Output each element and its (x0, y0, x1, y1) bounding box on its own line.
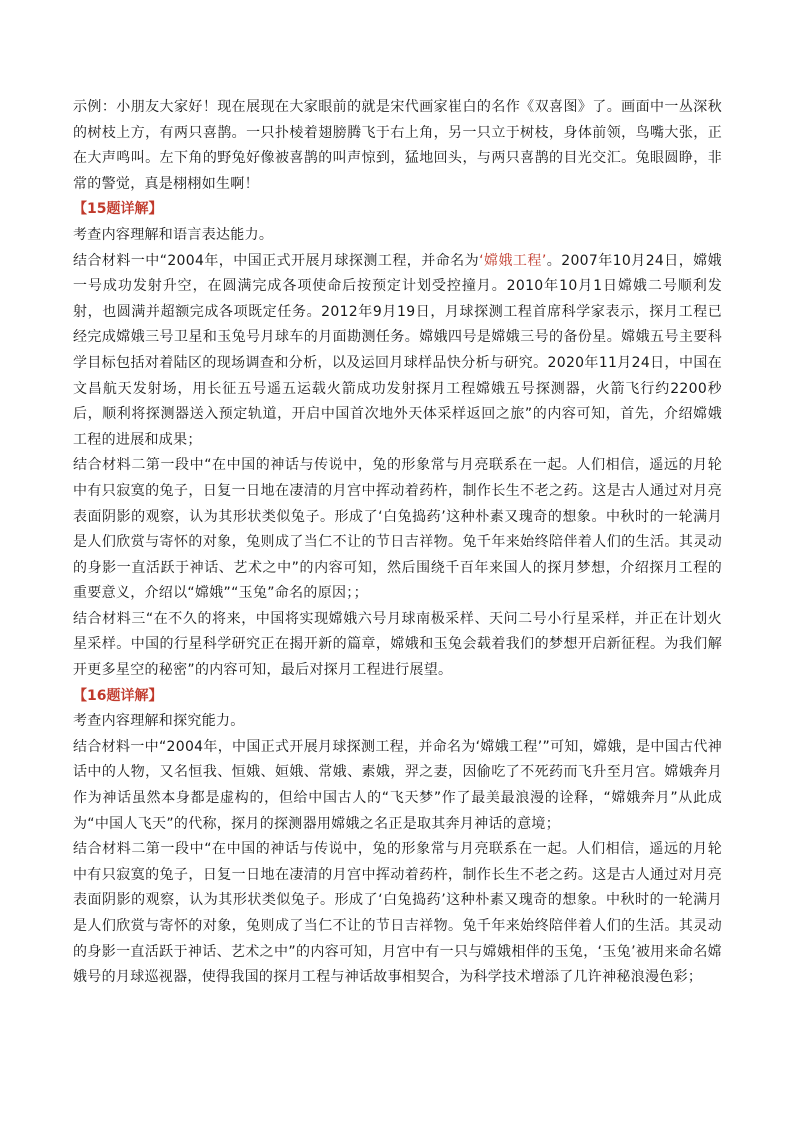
q15-paragraph-1 (73, 249, 722, 454)
example-paragraph: 示例：小朋友大家好！现在展现在大家眼前的就是宋代画家崔白的名作《双喜图》了。画面中一丛深秋的树枝上方，有两只喜鹊。一只扑棱着翅膀腾飞于右上角，另一只立于树枝，身体前领，鸟嘴大张，正在大声鸣叫。左下角的野兔好像被喜鹊的叫声惊到，猛地回头，与两只喜鹊的目光交汇。兔眼圆睁，非常的警觉，真是栩栩如生啊！ (73, 99, 722, 192)
q16-intro: 考查内容理解和探究能力。 (73, 713, 245, 730)
q15-heading: 【15题详解】 (73, 201, 163, 218)
q16-paragraph-1: 结合材料一中“2004年，中国正式开展月球探测工程，并命名为‘嫦娥工程’”可知，嫦娥，是中国古代神话中的人物，又名恒我、恒娥、姮娥、常娥、素娥，羿之妻，因偷吃了不死药而飞升至月宫。嫦娥奔月作为神话虽然本身都是虚构的，但给中国古人的“飞天梦”作了最美最浪漫的诠释，“嫦娥奔月”从此成为“中国人飞天”的代称，探月的探测器用嫦娥之名正是取其奔月神话的意境； (73, 738, 722, 832)
q15-intro: 考查内容理解和语言表达能力。 (73, 226, 274, 243)
q15-p1-before: 结合材料一中“2004年，中国正式开展月球探测工程，并命名为 (73, 252, 480, 269)
q15-paragraph-2: 结合材料二第一段中“在中国的神话与传说中，兔的形象常与月亮联系在一起。人们相信，遥远的月轮中有只寂寞的兔子，日复一日地在凄清的月宫中挥动着药杵，制作长生不老之药。这是古人通过对月亮表面阴影的观察，认为其形状类似兔子。形成了‘白兔捣药’这种朴素又瑰奇的想象。中秋时的一轮满月是人们欣赏与寄怀的对象，兔则成了当仁不让的节日吉祥物。兔千年来始终陪伴着人们的生活。其灵动的身影一直活跃于神话、艺术之中”的内容可知，然后围绕千百年来国人的探月梦想，介绍探月工程的重要意义，介绍以“嫦娥”“玉兔”命名的原因；； (73, 457, 722, 602)
q15-paragraph-3: 结合材料三“在不久的将来，中国将实现嫦娥六号月球南极采样、天问二号小行星采样，并正在计划火星采样。中国的行星科学研究正在揭开新的篇章，嫦娥和玉兔会载着我们的梦想开启新征程。为我们解开更多星空的秘密”的内容可知，最后对探月工程进行展望。 (73, 610, 722, 679)
q15-p1-after: 。2007年10月24日，嫦娥一号成功发射升空，在圆满完成各项使命后按预定计划受控撞月。2010年10月1日嫦娥二号顺利发射，也圆满并超额完成各项既定任务。2012年9月19日，月球探测工程首席科学家表示，探月工程已经完成嫦娥三号卫星和玉兔号月球车的月面勘测任务。嫦娥四号是嫦娥三号的备份星。嫦娥五号主要科学目标包括对着陆区的现场调查和分析，以及运回月球样品快分析与研究。2020年11月24日，中国在文昌航天发射场，用长征五号遥五运载火箭成功发射探月工程嫦娥五号探测器，火箭飞行约2200秒后，顺利将探测器送入预定轨道，开启中国首次地外天体采样返回之旅”的内容可知，首先，介绍嫦娥工程的进展和成果； (73, 252, 722, 448)
q16-paragraph-2: 结合材料二第一段中“在中国的神话与传说中，兔的形象常与月亮联系在一起。人们相信，遥远的月轮中有只寂寞的兔子，日复一日地在凄清的月宫中挥动着药杵，制作长生不老之药。这是古人通过对月亮表面阴影的观察，认为其形状类似兔子。形成了‘白兔捣药’这种朴素又瑰奇的想象。中秋时的一轮满月是人们欣赏与寄怀的对象，兔则成了当仁不让的节日吉祥物。兔千年来始终陪伴着人们的生活。其灵动的身影一直活跃于神话、艺术之中”的内容可知，月宫中有一只与嫦娥相伴的玉兔，‘玉兔’被用来命名嫦娥号的月球巡视器，使得我国的探月工程与神话故事相契合，为科学技术增添了几许神秘浪漫色彩； (73, 841, 722, 986)
q15-p1-highlight: ‘嫦娥工程’ (479, 252, 547, 269)
q16-heading: 【16题详解】 (73, 687, 163, 704)
